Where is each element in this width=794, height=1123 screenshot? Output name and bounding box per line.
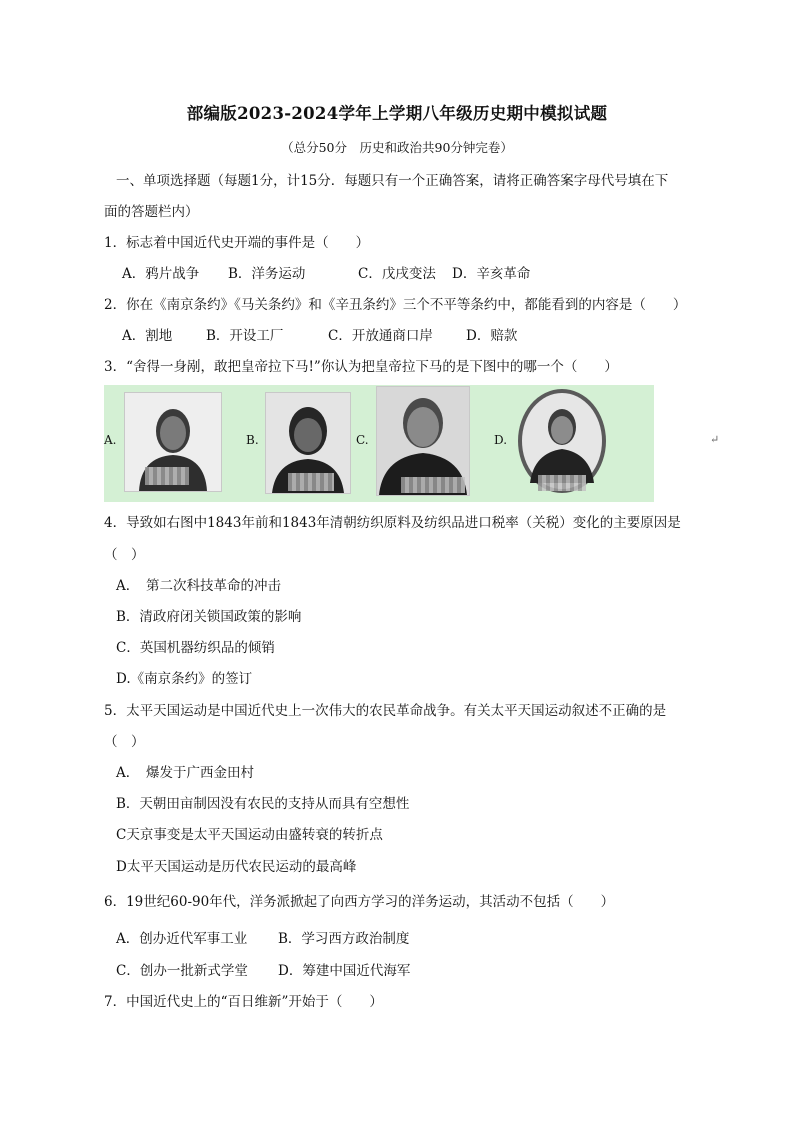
q2-option-a: A．割地 <box>122 328 173 344</box>
blur-mask-a <box>145 467 189 485</box>
question-3-stem: 3．“舍得一身剐，敢把皇帝拉下马!”你认为把皇帝拉下马的是下图中的哪一个（ ） <box>104 359 618 375</box>
question-5-stem: 5．太平天国运动是中国近代史上一次伟大的农民革命战争。有关太平天国运动叙述不正确的是 <box>104 703 667 719</box>
q6-option-a: A．创办近代军事工业 <box>116 931 248 947</box>
question-1-stem: 1．标志着中国近代史开端的事件是（ ） <box>104 235 370 251</box>
question-2-stem: 2．你在《南京条约》《马关条约》和《辛丑条约》三个不平等条约中，都能看到的内容是（ ） <box>104 297 687 313</box>
portrait-c <box>376 386 470 496</box>
q5-option-d: D太平天国运动是历代农民运动的最高峰 <box>116 859 357 875</box>
q1-option-d: D．辛亥革命 <box>452 266 531 282</box>
q5-option-b: B．天朝田亩制因没有农民的支持从而具有空想性 <box>116 796 410 812</box>
q4-option-d: D.《南京条约》的签订 <box>116 671 253 687</box>
q6-option-b: B．学习西方政治制度 <box>278 931 410 947</box>
photo-label-d: D. <box>494 433 508 447</box>
photo-label-b: B. <box>246 433 259 447</box>
question-7-stem: 7．中国近代史上的“百日维新”开始于（ ） <box>104 994 383 1010</box>
question-2-options <box>122 327 642 345</box>
blur-mask-c <box>401 477 465 493</box>
portrait-strip <box>104 385 720 502</box>
q2-option-c: C．开放通商口岸 <box>328 328 433 344</box>
q2-option-b: B．开设工厂 <box>206 328 284 344</box>
question-4-stem: 4．导致如右图中1843年前和1843年清朝纺织原料及纺织品进口税率（关税）变化的主要原因是 <box>104 515 681 531</box>
question-5-stem-cont: （ ） <box>104 734 145 750</box>
q6-option-d: D．筹建中国近代海军 <box>278 963 411 979</box>
q4-option-b: B．清政府闭关锁国政策的影响 <box>116 609 302 625</box>
section-intro-line2: 面的答题栏内） <box>104 204 199 220</box>
exam-title: 部编版2023-2024学年上学期八年级历史期中模拟试题 <box>186 104 608 123</box>
q5-option-c: C天京事变是太平天国运动由盛转衰的转折点 <box>116 827 383 843</box>
q4-option-c: C．英国机器纺织品的倾销 <box>116 640 275 656</box>
q5-option-a: A． 爆发于广西金田村 <box>116 765 254 781</box>
portrait-d <box>516 387 608 495</box>
q1-option-a: A．鸦片战争 <box>122 266 200 282</box>
section-intro-line1: 一、单项选择题（每题1分，计15分．每题只有一个正确答案，请将正确答案字母代号填在下 <box>116 173 669 189</box>
question-6-options-row1 <box>116 930 636 948</box>
blur-mask-b <box>288 473 334 491</box>
q1-option-c: C．戊戌变法 <box>358 266 436 282</box>
portrait-a <box>124 392 222 492</box>
q2-option-d: D．赔款 <box>466 328 518 344</box>
question-4-stem-cont: （ ） <box>104 547 145 563</box>
photo-label-a: A. <box>104 433 117 447</box>
return-mark: ↵ <box>710 433 720 446</box>
blur-mask-d <box>538 475 586 491</box>
question-6-options-row2 <box>116 962 636 980</box>
question-1-options <box>122 265 642 283</box>
photo-label-c: C. <box>356 433 369 447</box>
question-6-stem: 6．19世纪60-90年代，洋务派掀起了向西方学习的洋务运动，其活动不包括（ ） <box>104 894 615 910</box>
q4-option-a: A． 第二次科技革命的冲击 <box>116 578 281 594</box>
q6-option-c: C．创办一批新式学堂 <box>116 963 248 979</box>
exam-subtitle: （总分50分 历史和政治共90分钟完卷） <box>281 140 513 155</box>
q1-option-b: B．洋务运动 <box>228 266 306 282</box>
portrait-b <box>265 392 351 494</box>
